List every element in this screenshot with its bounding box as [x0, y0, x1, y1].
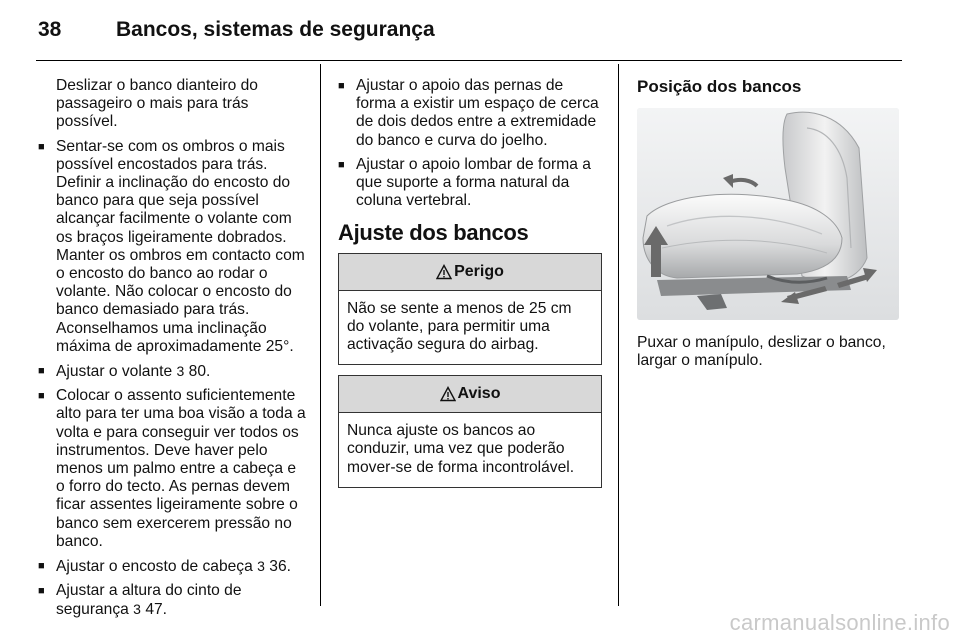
- column-1: [38, 77, 306, 626]
- intro-paragraph: Deslizar o banco dianteiro do passageiro o mais para trás possível.: [56, 77, 258, 131]
- seat-adjustment-figure: [637, 108, 899, 320]
- column-2: [338, 77, 602, 498]
- figure-caption: Puxar o manípulo, deslizar o banco, largar o manípulo.: [637, 334, 886, 370]
- danger-notice: [338, 253, 602, 366]
- list-item-belt-height: [38, 582, 306, 619]
- list-item-shoulders: ■ Sentar-se com os ombros o mais possível encostados para trás. Definir a inclinação do encosto do banco para que seja possível alcançar facilmente o volante com os braços ligeiramente dobrados. Manter os ombros em contacto com o encosto do banco ao rodar o volante. Não colocar o encosto do banco demasiado para trás. Aconselhamos uma inclinação máxima de aproximadamente 25°.: [38, 138, 306, 356]
- column-divider-2: [618, 64, 619, 606]
- list-item-text: Ajustar o encosto de cabeça: [56, 558, 253, 576]
- page-reference-link[interactable]: [133, 601, 167, 618]
- page-reference-number: 36.: [269, 558, 291, 576]
- list-item-seat-height: ■ Colocar o assento suficientemente alto para ter uma boa visão a toda a volta e para conseguir ver todos os instrumentos. Deve haver pelo menos um palmo entre a cabeça e o forro do tecto. As pernas devem ficar assentes ligeiramente sobre o banco sem exercerem pressão no banco.: [38, 387, 306, 551]
- danger-notice-title: Perigo: [454, 262, 504, 280]
- list-item-text: Ajustar a altura do cinto de segurança: [56, 582, 242, 619]
- header-rule: [36, 60, 902, 61]
- list-item-lumbar-support: ■ Ajustar o apoio lombar de forma a que suporte a forma natural da coluna vertebral.: [338, 156, 602, 211]
- sub-heading: Posição dos bancos: [637, 77, 802, 96]
- page-ref-arrow-icon: 3: [176, 363, 185, 380]
- section-heading: Ajuste dos bancos: [338, 220, 529, 246]
- watermark-text: carmanualsonline.info: [729, 610, 950, 635]
- page-ref-arrow-icon: 3: [257, 558, 265, 575]
- page-ref-arrow-icon: 3: [133, 601, 141, 618]
- chapter-title: Bancos, sistemas de segurança: [116, 18, 435, 41]
- page-reference-number: 80.: [188, 363, 211, 381]
- warning-triangle-icon: [436, 264, 452, 280]
- warning-notice: [338, 375, 602, 488]
- column-3: [637, 78, 902, 371]
- list-item-head-restraint: [38, 557, 306, 576]
- column-divider-1: [320, 64, 321, 606]
- page-reference-link[interactable]: [257, 558, 291, 575]
- list-item-leg-support: ■ Ajustar o apoio das pernas de forma a existir um espaço de cerca de dois dedos entre a extremidade do banco e curva do joelho.: [338, 77, 602, 150]
- warning-notice-header: [339, 376, 601, 413]
- page-reference-number: 47.: [145, 601, 167, 619]
- danger-notice-body: Não se sente a menos de 25 cm do volante, para permitir uma activação segura do airbag.: [347, 299, 572, 354]
- page-reference-link[interactable]: [177, 363, 211, 380]
- warning-notice-title: Aviso: [457, 385, 501, 403]
- list-item-steering-wheel: [38, 362, 306, 381]
- page-number: 38: [38, 18, 62, 41]
- list-item-text: Ajustar o volante: [56, 363, 173, 381]
- danger-notice-header: [339, 254, 601, 291]
- warning-triangle-icon: [440, 386, 456, 402]
- warning-notice-body: Nunca ajuste os bancos ao conduzir, uma vez que poderão mover-se de forma incontrolável.: [347, 422, 575, 476]
